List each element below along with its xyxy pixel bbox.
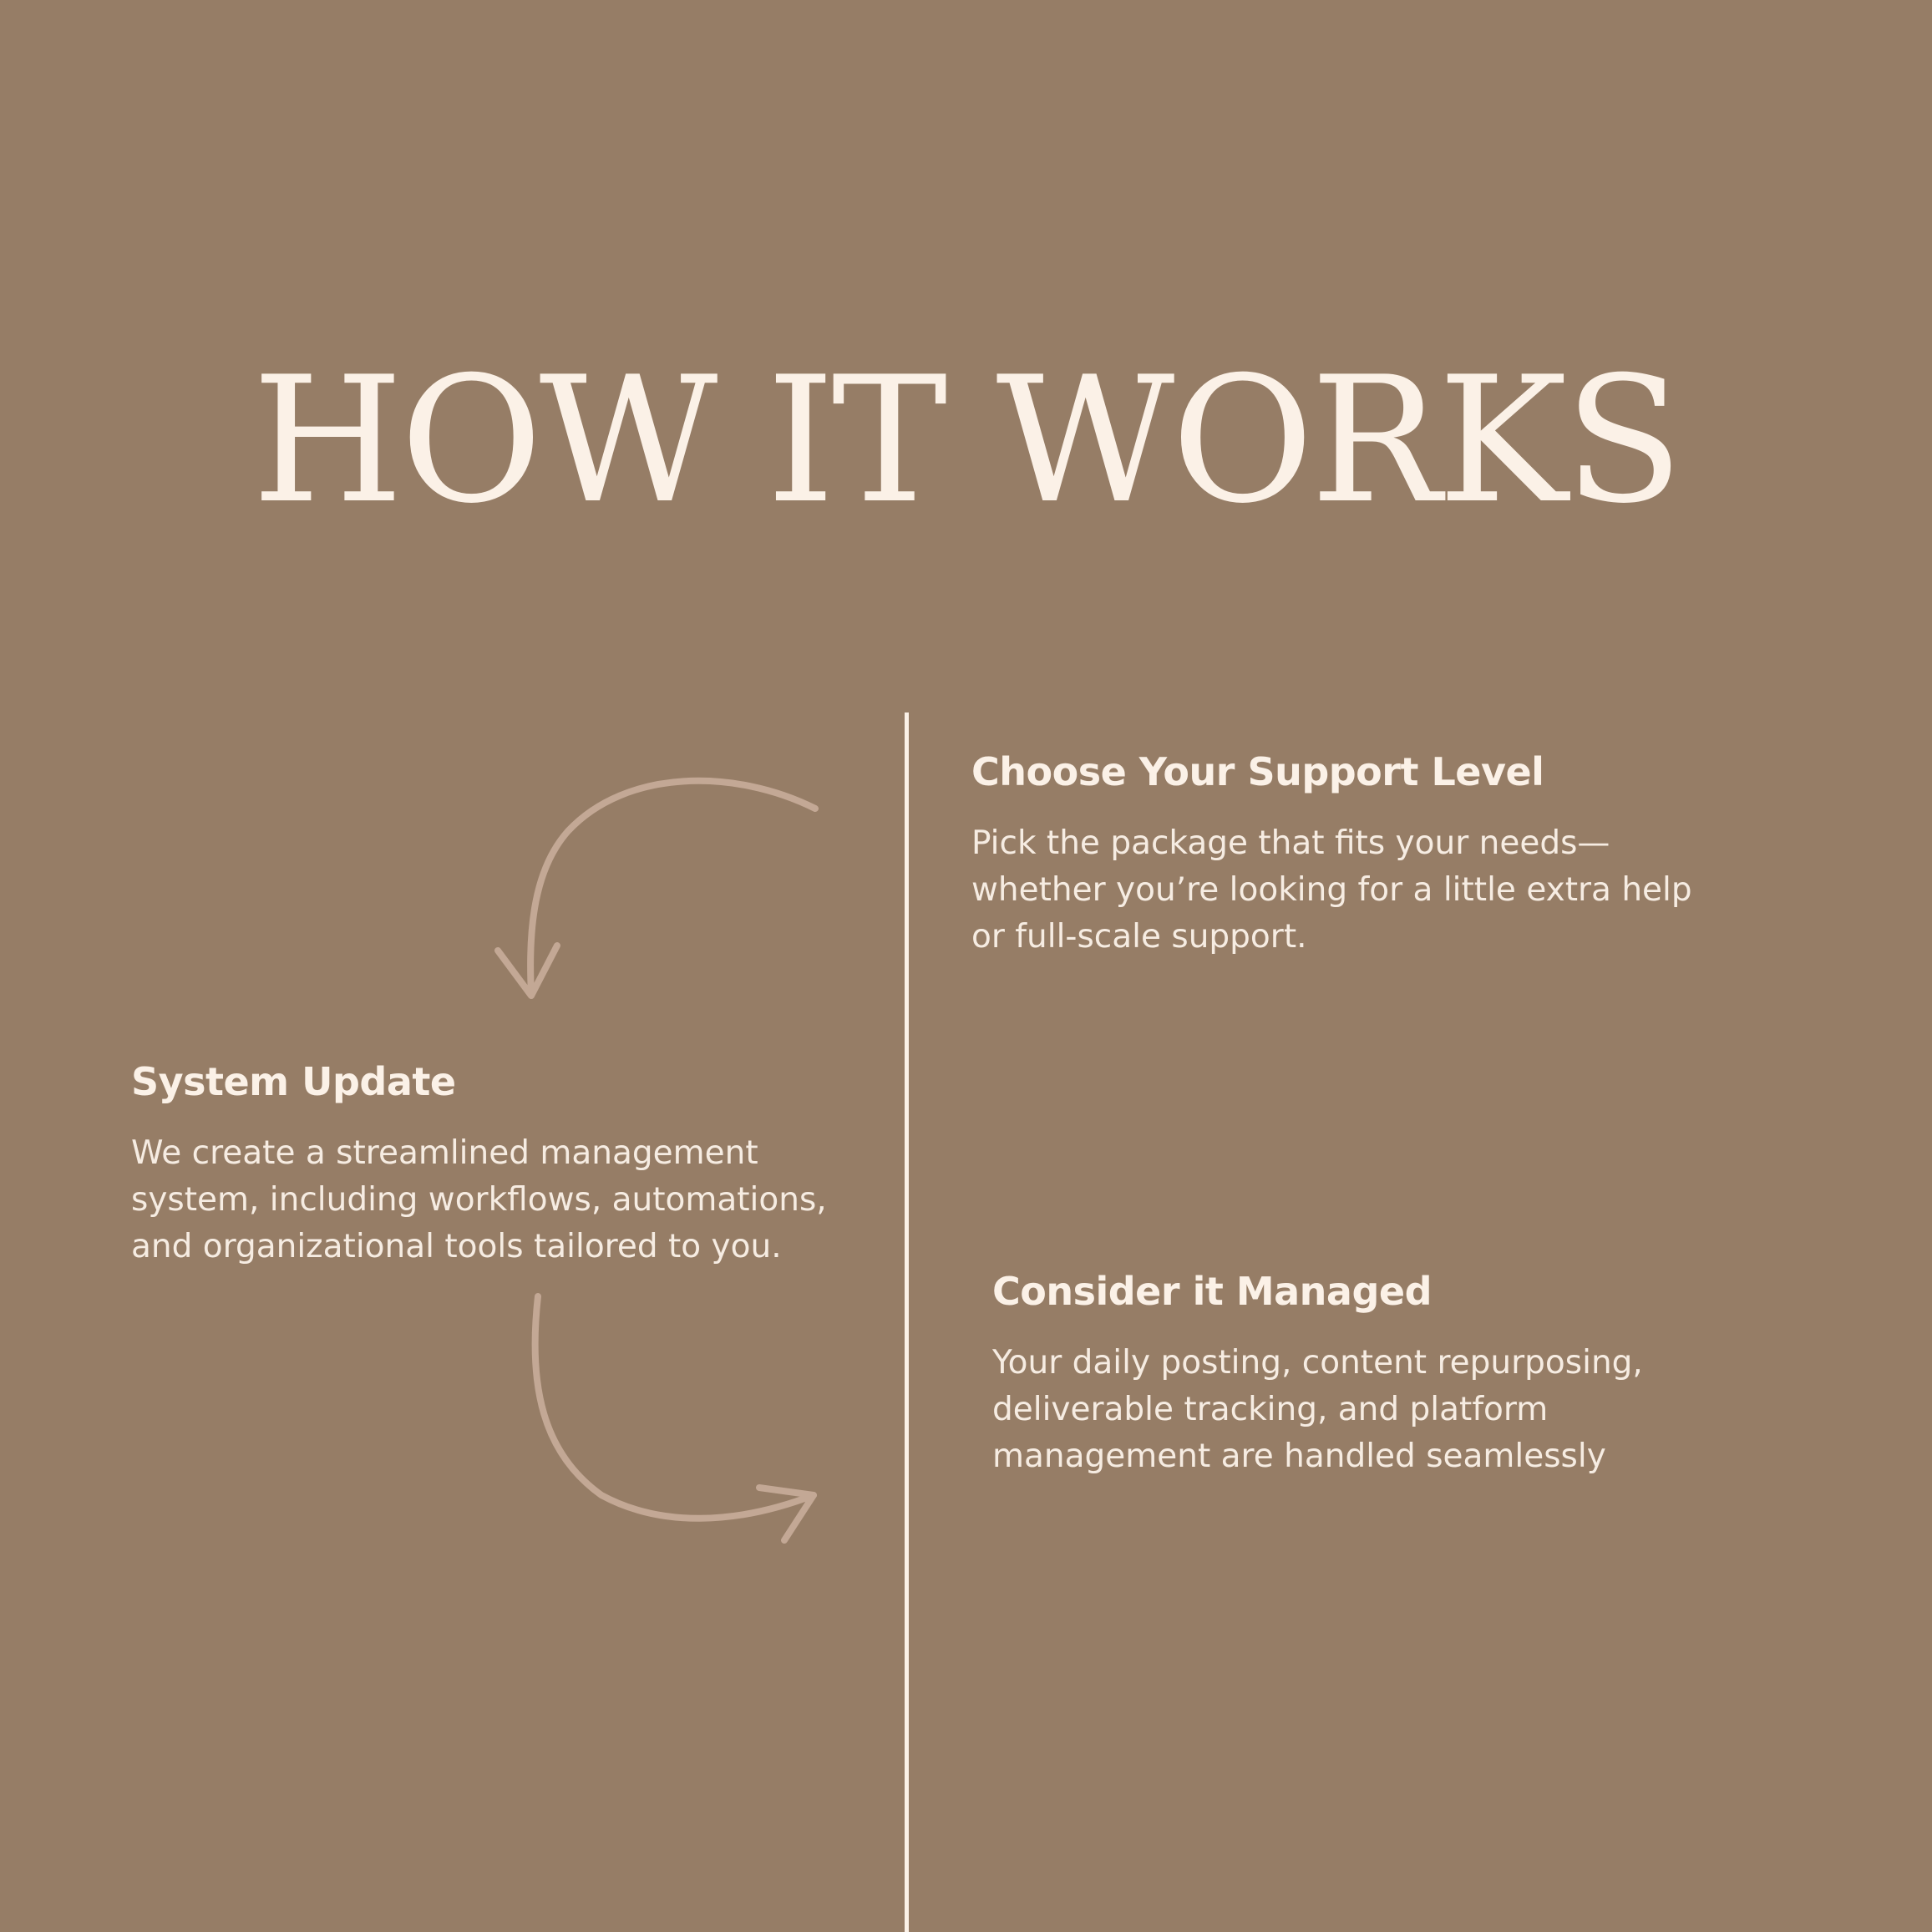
step-consider-it-managed [992,1266,1727,1480]
step-description: Your daily posting, content repurposing, deliverable tracking, and platform management are handled seamlessly [992,1344,1643,1475]
step-description: We create a streamlined management system, including workflows, automations, and organizational tools tailored to you. [131,1134,827,1265]
page-title: HOW IT WORKS [251,340,1681,542]
step-system-update [131,1057,866,1270]
step-description: Pick the package that fits your needs—whether you’re looking for a little extra help or full-scale support. [971,824,1692,956]
step-heading: Consider it Managed [992,1269,1433,1314]
curved-arrow-down-icon [484,768,835,1011]
vertical-divider [905,712,909,1932]
step-heading: Choose Your Support Level [971,749,1544,794]
step-heading: System Update [131,1059,456,1104]
step-choose-support-level [971,747,1706,961]
curved-arrow-right-icon [510,1286,835,1562]
